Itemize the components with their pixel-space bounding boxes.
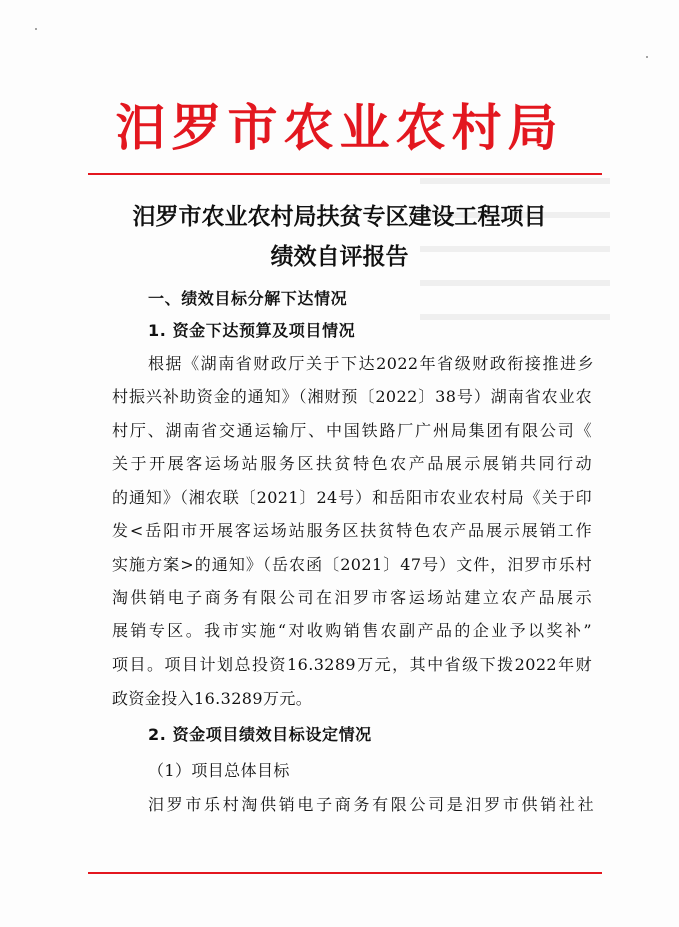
paragraph-line: 发<岳阳市开展客运场站服务区扶贫特色农产品展示展销工作 [112,521,592,540]
paragraph-line: 的通知》（湘农联〔2021〕24号）和岳阳市农业农村局《关于印 [112,488,592,507]
paragraph-line: 展销专区。我市实施“对收购销售农副产品的企业予以奖补” [112,621,592,640]
letterhead-red-rule-top [88,173,602,175]
paragraph-line: 项目。项目计划总投资16.3289万元，其中省级下拨2022年财 [112,655,592,674]
paragraph-line: 实施方案>的通知》（岳农函〔2021〕47号）文件，汨罗市乐村 [112,555,592,574]
paragraph-line: 汨罗市乐村淘供销电子商务有限公司是汨罗市供销社社 [148,795,594,814]
subsection-heading: （1）项目总体目标 [148,761,290,780]
report-title-line-1: 汨罗市农业农村局扶贫专区建设工程项目 [132,203,547,230]
footer-red-rule [88,872,602,874]
paragraph-line: 根据《湖南省财政厅关于下达2022年省级财政衔接推进乡 [148,354,594,373]
paragraph-line: 淘供销电子商务有限公司在汨罗市客运场站建立农产品展示 [112,588,592,607]
paragraph-line: 政资金投入16.3289万元。 [112,689,313,708]
subsection-heading: 1. 资金下达预算及项目情况 [148,321,356,340]
report-title-line-2: 绩效自评报告 [270,243,409,270]
subsection-heading: 2. 资金项目绩效目标设定情况 [148,725,372,744]
paper-speck [35,28,37,30]
paragraph-line: 关于开展客运场站服务区扶贫特色农产品展示展销共同行动 [112,454,592,473]
paper-speck [646,56,648,58]
letterhead-org-name: 汨罗市农业农村局 [115,98,564,157]
paragraph-line: 村振兴补助资金的通知》（湘财预〔2022〕38号）湖南省农业农 [112,387,592,406]
section-heading: 一、绩效目标分解下达情况 [148,289,348,308]
paragraph-line: 村厅、湖南省交通运输厅、中国铁路厂广州局集团有限公司《 [112,421,592,440]
